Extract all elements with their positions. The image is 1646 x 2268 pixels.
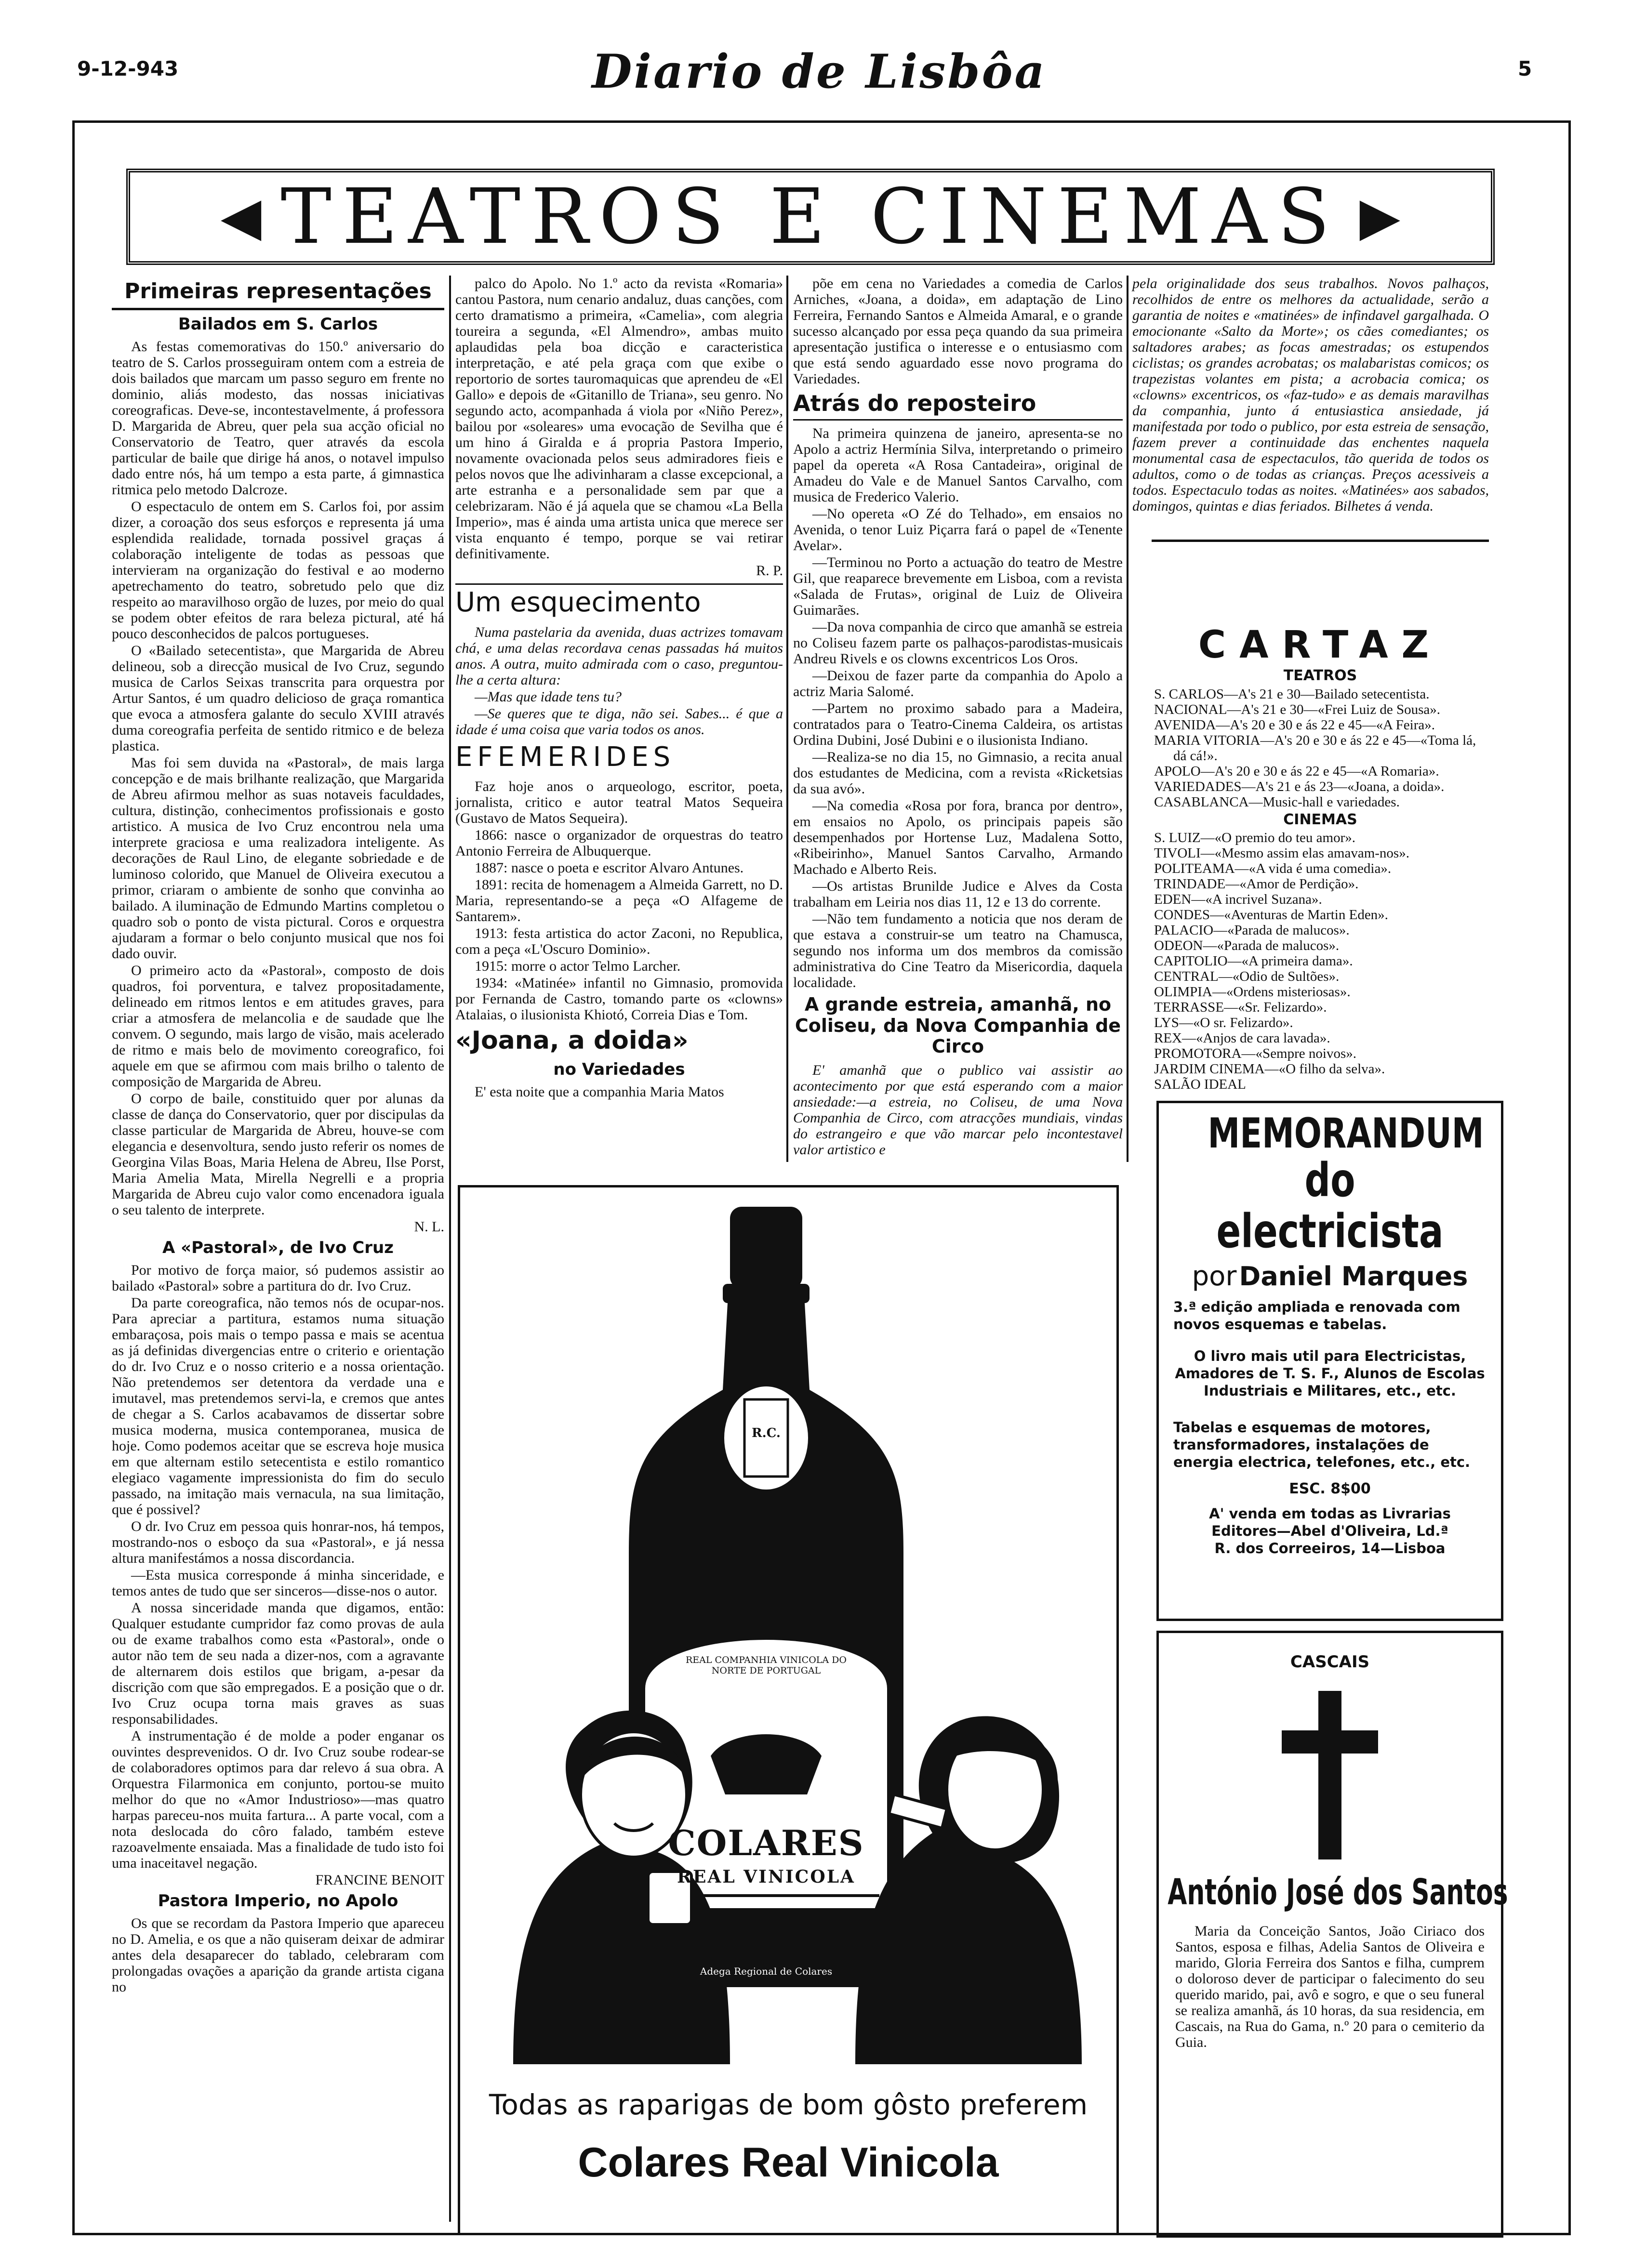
paragraph: Da parte coreografica, não temos nós de ocupar-nos. Para apreciar a partitura, estamos numa situação embaraçosa, pois mais o tempo passa e mais se acentua as já definidas divergencias entre o criterio e orientação do dr. Ivo Cruz e o nosso criterio e a nossa orientação. Não pretendemos ser detentora da verdade una e imutavel, mas pretendemos servi-la, e cremos que antes de chegar a S. Carlos acabavamos de dissertar sobre musica moderna, musica contemporanea, musica de hoje. Como podemos aceitar que se escreva hoje musica em que alternam estilo setecentista e estilo romantico elegiaco vagamente impressionista do fim do seculo passado, na imitação mais vernacula, na sua limitação, que é possivel? (112, 1294, 444, 1517)
paragraph: 1866: nasce o organizador de orquestras do teatro Antonio Ferreira de Albuquerque. (455, 827, 783, 859)
byline: FRANCINE BENOIT (315, 1872, 444, 1888)
masthead-title: Diario de Lisbôa (592, 44, 1047, 99)
column-rule (1152, 540, 1489, 542)
listing: APOLO—A's 20 e 30 e ás 22 e 45—«A Romaria». (1154, 763, 1439, 779)
article-heading: Um esquecimento (455, 583, 783, 618)
listing: CONDES—«Aventuras de Martin Eden». (1154, 907, 1388, 923)
paragraph: —No opereta «O Zé do Telhado», em ensaios no Avenida, o tenor Luiz Piçarra fará o papel de «Tenente Avelar». (793, 505, 1123, 554)
paragraph: 1915: morre o actor Telmo Larcher. (475, 958, 681, 975)
paragraph: palco do Apolo. No 1.º acto da revista «Romaria» cantou Pastora, num cenario andaluz, duas canções, com certo dramatismo a primeira, «Camelia», com alegria toureira a segunda, «El Almendro», ambas muito aplaudidas pela boa dicção e caracteristica interpretação, e até pela graça com que exibe o reportorio de sortes tauromaquicas que aprendeu de «El Gallo» e depois de «Gitanillo de Triana», seu genro. No segundo acto, acompanhada á viola por «Niño Perez», bailou por «soleares» uma evocação de Sevilha que é um hino á Giralda e á propria Pastora Imperio, novamente ovacionada pelos seus admiradores fieis e pelos novos que lhe adivinharam a classe excepcional, a arte estranha e a personalidade sem par que a celebrizaram. Não é já aquela que se chamou «La Bella Imperio», mas é ainda uma artista unica que merece ser vista enquanto é tempo, porque se vai retirar definitivamente. (455, 276, 783, 562)
paragraph: —Realiza-se no dia 15, no Gimnasio, a recita anual dos estudantes de Medicina, com a revista «Ricketsias da sua avó». (793, 749, 1123, 797)
listing: LYS—«O sr. Felizardo». (1154, 1015, 1293, 1030)
ad-text: A' venda em todas as Livrarias (1209, 1505, 1451, 1522)
paragraph: —Da nova companhia de circo que amanhã se estreia no Coliseu fazem parte os palhaços-parodistas-musicais Andreu Rivels e os clowns excentricos Los Oros. (793, 619, 1123, 667)
listing: PALACIO—«Parada de malucos». (1154, 923, 1350, 938)
byline: R. P. (756, 563, 783, 579)
paragraph: A nossa sinceridade manda que digamos, então: Qualquer estudante cumpridor faz como provas de aula ou de exame trabalhos como esta «Pastoral», onde o autor não tem de seu nada a dizer-nos, com a agravante de alternarem dois estilos que brigam, a-pesar da discrição com que são empregados. E a posição que o dr. Ivo Cruz ocupa torna mais graves as suas responsabilidades. (112, 1599, 444, 1727)
paragraph: 1887: nasce o poeta e escritor Alvaro Antunes. (475, 860, 744, 876)
column-rule (1127, 276, 1128, 1162)
cartaz-title: CARTAZ (1198, 623, 1443, 667)
byline: N. L. (414, 1218, 444, 1235)
paragraph: —Esta musica corresponde á minha sinceridade, e temos antes de tudo que ser sinceros—disse-nos o autor. (112, 1567, 444, 1599)
label-text: REAL VINICOLA (677, 1867, 855, 1887)
memorandum-ad (1156, 1101, 1503, 1621)
listing: TRINDADE—«Amor de Perdição». (1154, 876, 1359, 892)
listing: CAPITOLIO—«A primeira dama». (1154, 953, 1353, 969)
label-text: COLARES (668, 1822, 864, 1863)
listing: S. CARLOS—A's 21 e 30—Bailado setecentista. (1154, 686, 1430, 702)
listing: AVENIDA—A's 20 e 30 e ás 22 e 45—«A Feira». (1154, 717, 1435, 733)
paragraph: 1934: «Matinée» infantil no Gimnasio, promovida por Fernanda de Castro, tomando parte os «clowns» Atalaias, o ilusionista Khiotó, Correia Dias e Tom. (455, 975, 783, 1023)
article-column-2 (455, 276, 783, 1162)
ad-text: Editores—Abel d'Oliveira, Ld.ª (1211, 1523, 1448, 1540)
article-heading: Pastora Imperio, no Apolo (158, 1891, 398, 1911)
listing: POLITEAMA—«A vida é uma comedia». (1154, 861, 1392, 876)
ad-price: ESC. 8$00 (1289, 1480, 1371, 1498)
listing: EDEN—«A incrivel Suzana». (1154, 892, 1322, 907)
paragraph: —Deixou de fazer parte da companhia do Apolo a actriz Maria Salomé. (793, 667, 1123, 699)
arrow-left-icon: ◀ (220, 187, 262, 246)
paragraph: O dr. Ivo Cruz em pessoa quis honrar-nos, há tempos, mostrando-nos o esboço da sua «Pastoral», e já nessa altura manifestámos a nossa discordancia. (112, 1518, 444, 1566)
cartaz-subheading: TEATROS (1283, 667, 1357, 684)
listing: NACIONAL—A's 21 e 30—«Frei Luiz de Sousa». (1154, 701, 1441, 717)
listing: MARIA VITORIA—A's 20 e 30 e ás 22 e 45—«Toma lá, dá cá!». (1154, 732, 1476, 764)
obituary-name: António José dos Santos (1168, 1872, 1508, 1913)
article-column-4 (1132, 276, 1489, 538)
cross-icon (1282, 1691, 1378, 1859)
article-subheading: no Variedades (553, 1059, 685, 1079)
label-text: R.C. (752, 1426, 781, 1440)
cartaz-subheading: CINEMAS (1283, 811, 1357, 828)
ad-text: R. dos Correeiros, 14—Lisboa (1214, 1540, 1446, 1557)
paragraph: Por motivo de força maior, só pudemos assistir ao bailado «Pastoral» sobre a partitura do dr. Ivo Cruz. (112, 1262, 444, 1294)
paragraph: O primeiro acto da «Pastoral», composto de dois quadros, foi porventura, e talvez propositadamente, delineado em ritmos lentos e em atitudes graves, para criar a atmosfera de melancolia e de saudade que lhe convem. O segundo, mais largo de visão, mais acelerado de ritmo e mais belo de movimento coreografico, foi aquele em que se afirmou com mais brilho o talento de composição de Margarida de Abreu. (112, 962, 444, 1090)
paragraph: O corpo de baile, constituido quer por alunas da classe de dança do Conservatorio, quer por discipulas da classe particular de Margarida de Abreu, houve-se com elegancia e desenvoltura, sendo justo referir os nomes de Georgina Vilas Boas, Maria Helena de Abreu, Ilse Porst, Maria Amelia Mata, Mirella Negrelli e a propria Margarida de Abreu cujo valor como encenadora iguala o seu talento de interprete. (112, 1090, 444, 1218)
paragraph: E' esta noite que a companhia Maria Matos (475, 1084, 724, 1100)
ad-author: Daniel Marques (1239, 1261, 1468, 1292)
paragraph: Numa pastelaria da avenida, duas actrizes tomavam chá, e uma delas recordava cenas passadas há muitos anos. A outra, muito admirada com o caso, preguntou-lhe a certa altura: (455, 624, 783, 688)
ad-by: por (1192, 1261, 1237, 1292)
paragraph: Na primeira quinzena de janeiro, apresenta-se no Apolo a actriz Hermínia Silva, interpretando o primeiro papel da opereta «A Rosa Cantadeira», original de Amadeu do Vale e de Manuel Santos Carvalho, com musica de Frederico Valerio. (793, 425, 1123, 505)
listing: REX—«Anjos de cara lavada». (1154, 1030, 1330, 1046)
paragraph: —Mas que idade tens tu? (475, 688, 622, 705)
arrow-right-icon: ▶ (1359, 187, 1401, 246)
paragraph: 1891: recita de homenagem a Almeida Garrett, no D. Maria, representando-se a peça «O Alfageme de Santarem». (455, 877, 783, 925)
paragraph: —Partem no proximo sabado para a Madeira, contratados para o Teatro-Cinema Caldeira, os artistas Ordina Dubini, José Dubini e o ilusionista Indiano. (793, 700, 1123, 748)
paragraph: —Terminou no Porto a actuação do teatro de Mestre Gil, que reaparece brevemente em Lisboa, com a revista «Salada de Frutas», original de Luiz de Oliveira Guimarães. (793, 554, 1123, 618)
paragraph: Faz hoje anos o arqueologo, escritor, poeta, jornalista, critico e autor teatral Matos Sequeira (Gustavo de Matos Sequeira). (455, 778, 783, 827)
paragraph: —Os artistas Brunilde Judice e Alves da Costa trabalham em Leiria nos dias 11, 12 e 13 do corrente. (793, 878, 1123, 910)
paragraph: Os que se recordam da Pastora Imperio que apareceu no D. Amelia, e os que a não quiseram deixar de admirar antes dela desaparecer do tablado, celebraram com prolongadas ovações a aparição da grande artista cigana no (112, 1915, 444, 1995)
column-rule (449, 276, 451, 2222)
obituary-text: Maria da Conceição Santos, João Ciriaco dos Santos, esposa e filhas, Adelia Santos de Oliveira e marido, Gloria Ferreira dos Santos e filha, cumprem o doloroso dever de participar o falecimento do seu querido marido, pai, avô e sogro, e que o seu funeral se realiza amanhã, ás 10 horas, da sua residencia, em Cascais, na Rua do Gama, n.º 20 para o cemiterio da Guia. (1175, 1923, 1485, 2050)
listing: S. LUIZ—«O premio do teu amor». (1154, 830, 1356, 845)
article-heading: A grande estreia, amanhã, no Coliseu, da Nova Companhia de Circo (795, 993, 1121, 1057)
article-heading: A «Pastoral», de Ivo Cruz (162, 1238, 394, 1257)
paragraph: —Não tem fundamento a noticia que nos deram de que estava a construir-se um teatro na Chamusca, segundo nos informa um dos membros da comissão administrativa do Cine Teatro da Misericordia, daquela localidade. (793, 910, 1123, 990)
ad-text: Tabelas e esquemas de motores, transformadores, instalações de energia electrica, telefones, etc., etc. (1173, 1419, 1471, 1471)
listing: TIVOLI—«Mesmo assim elas amavam-nos». (1154, 845, 1409, 861)
paragraph: —Na comedia «Rosa por fora, branca por dentro», em ensaios no Apolo, os principais papeis são desempenhados por Hortense Luz, Madalena Sotto, «Ribeirinho», Manuel Santos Carvalho, Armando Machado e Alberto Reis. (793, 797, 1123, 877)
ad-tagline: Todas as raparigas de bom gôsto preferem (489, 2088, 1088, 2121)
listing: CASABLANCA—Music-hall e variedades. (1154, 794, 1400, 810)
label-text: REAL COMPANHIA VINICOLA DO NORTE DE PORTUGAL (685, 1655, 847, 1676)
listing: TERRASSE—«Sr. Felizardo». (1154, 1000, 1327, 1015)
ad-brand: Colares Real Vinicola (578, 2139, 999, 2186)
listing: CENTRAL—«Odio de Sultões». (1154, 969, 1340, 984)
paragraph: O «Bailado setecentista», que Margarida de Abreu delineou, sob a direcção musical de Ivo Cruz, segundo musica de Carlos Seixas transcrita para orquestra por Artur Santos, é um quadro delicioso de graça romantica que evoca a atmosfera galante do seculo XVIII através duma coreografia perfeita de sentido ritmico e de beleza plastica. (112, 642, 444, 754)
paragraph: 1913: festa artistica do actor Zaconi, no Republica, com a peça «L'Oscuro Dominio». (455, 925, 783, 958)
listing: VARIEDADES—A's 21 e ás 23—«Joana, a doida». (1154, 778, 1445, 794)
obituary-notice (1156, 1631, 1508, 2238)
article-heading: EFEMERIDES (455, 741, 676, 773)
paragraph: A instrumentação é de molde a poder enganar os ouvintes desprevenidos. O dr. Ivo Cruz soube rodear-se de colaboradores optimos para dar relevo á sua obra. A Orquestra Filarmonica em conjunto, portou-se muito melhor do que no «Amor Industrioso»—mas quatro harpas pareceu-nos muita fartura... A parte vocal, com a nota deslocada do côro falado, também esteve razoavelmente ensaiada. Mas a finalidade de tudo isto foi uma inaceitavel negação. (112, 1727, 444, 1871)
article-heading: Atrás do reposteiro (793, 391, 1123, 421)
paragraph: põe em cena no Variedades a comedia de Carlos Arniches, «Joana, a doida», em adaptação de Lino Ferreira, Fernando Santos e Almeida Amaral, e o grande sucesso alcançado por essa peça quando da sua primeira apresentação justifica o interesse e o entusiasmo com que está sendo aguardado esse novo programa do Variedades. (793, 276, 1123, 387)
article-heading: Primeiras representações (112, 279, 444, 310)
listing: OLIMPIA—«Ordens misteriosas». (1154, 984, 1351, 1000)
article-column-1 (112, 276, 444, 2222)
article-heading: «Joana, a doida» (455, 1026, 689, 1055)
listing: JARDIM CINEMA—«O filho da selva». (1154, 1061, 1385, 1077)
masthead-date: 9-12-943 (77, 57, 179, 80)
listing: SALÃO IDEAL (1154, 1077, 1246, 1092)
label-text: Adega Regional de Colares (700, 1965, 833, 1977)
colares-ad (458, 1185, 1119, 2235)
ad-text: O livro mais util para Electricistas, Amadores de T. S. F., Alunos de Escolas Industriais e Militares, etc., etc. (1175, 1348, 1485, 1399)
cartaz-listings (1154, 621, 1487, 1092)
paragraph: pela originalidade dos seus trabalhos. Novos palhaços, recolhidos de entre os melhores da actualidade, serão a garantia de noites e «matinées» de infindavel gargalhada. O emocionante «Salto da Morte»; os cães comediantes; os saltadores arabes; as focas amestradas; os estupendos ciclistas; os grandes acrobatas; os malabaristas comicos; os trapezistas volantes em pista; a acrobacia comica; os «clowns» excentricos, os «faz-tudo» e as demais maravilhas da companhia, junto á entusiastica ansiedade, já manifestada por todo o publico, por esta estreia de sensação, fazem prever a continuidade das enchentes naquela monumental casa de espectaculos, tão querida de todos os adultos, como o de todas as crianças. Preços acessiveis a todos. Espectaculo todas as noites. «Matinées» aos sabados, domingos, quintas e dias feriados. Bilhetes á venda. (1132, 276, 1489, 514)
listing: PROMOTORA—«Sempre noivos». (1154, 1046, 1356, 1061)
section-banner (126, 169, 1495, 265)
ad-illustration (460, 1187, 1116, 2064)
paragraph: O espectaculo de ontem em S. Carlos foi, por assim dizer, a coroação dos seus esforços e representa já uma esplendida realidade, tornada possivel graças á colaboração inteligente de todas as pessoas que intervieram na organização do festival e ao moderno apetrechamento do teatro, sobretudo pelo que diz respeito ao maravilhoso orgão de luzes, por meio do qual se podem obter efeitos de rara beleza pictural, até há pouco desconhecidos de palcos portugueses. (112, 498, 444, 642)
article-column-3 (793, 276, 1123, 1162)
paragraph: E' amanhã que o publico vai assistir ao acontecimento por que está esperando com a maior ansiedade:—a estreia, no Coliseu, de uma Nova Companhia de Circo, com atracções mundiais, vindas do estrangeiro e que vão marcar pelo incontestavel valor artistico e (793, 1062, 1123, 1158)
ad-text: 3.ª edição ampliada e renovada com novos esquemas e tabelas. (1173, 1299, 1460, 1333)
article-subheading: Bailados em S. Carlos (178, 314, 378, 334)
ad-title: MEMORANDUM (1208, 1109, 1484, 1158)
ad-byline (1173, 1262, 1487, 1292)
column-rule (786, 276, 788, 1162)
listing: ODEON—«Parada de malucos». (1154, 938, 1340, 953)
paragraph: —Se queres que te diga, não sei. Sabes... é que a idade é uma coisa que varia todos os anos. (455, 705, 783, 738)
section-title: TEATROS E CINEMAS (280, 172, 1341, 261)
paragraph: Mas foi sem duvida na «Pastoral», de mais larga concepção e de mais brilhante realização, que Margarida de Abreu afirmou melhor as suas notaveis faculdades, cultura, distinção, conhecimentos profissionais e gosto artistico. A musica de Ivo Cruz encontrou nela uma interprete graciosa e uma realizadora inteligente. As decorações de Raul Lino, de elegante sobriedade e de luminoso colorido, que Manuel de Oliveira executou a primor, criaram o ambiente de sonho que convinha ao bailado. A iluminação de Edmundo Martins completou o quadro sob o ponto de vista pictural. Coros e orquestra ajudaram a formar o belo conjunto musical que nos foi dado ouvir. (112, 754, 444, 962)
obituary-place: CASCAIS (1290, 1652, 1370, 1672)
ad-title: do electricista (1216, 1153, 1444, 1258)
page-number: 5 (1518, 57, 1532, 80)
paragraph: As festas comemorativas do 150.º aniversario do teatro de S. Carlos prosseguiram ontem com a estreia de dois bailados que marcam um passo seguro em frente no dominio, aliás modesto, das nossas iniciativas coreograficas. Deve-se, incontestavelmente, á professora D. Margarida de Abreu, quer pela sua acção oficial no Conservatorio de Teatro, quer através da escola particular de baile que dirige há anos, o notavel impulso dado entre nós, há um tempo a esta parte, á gimnastica ritmica pelo metodo Dalcroze. (112, 338, 444, 498)
